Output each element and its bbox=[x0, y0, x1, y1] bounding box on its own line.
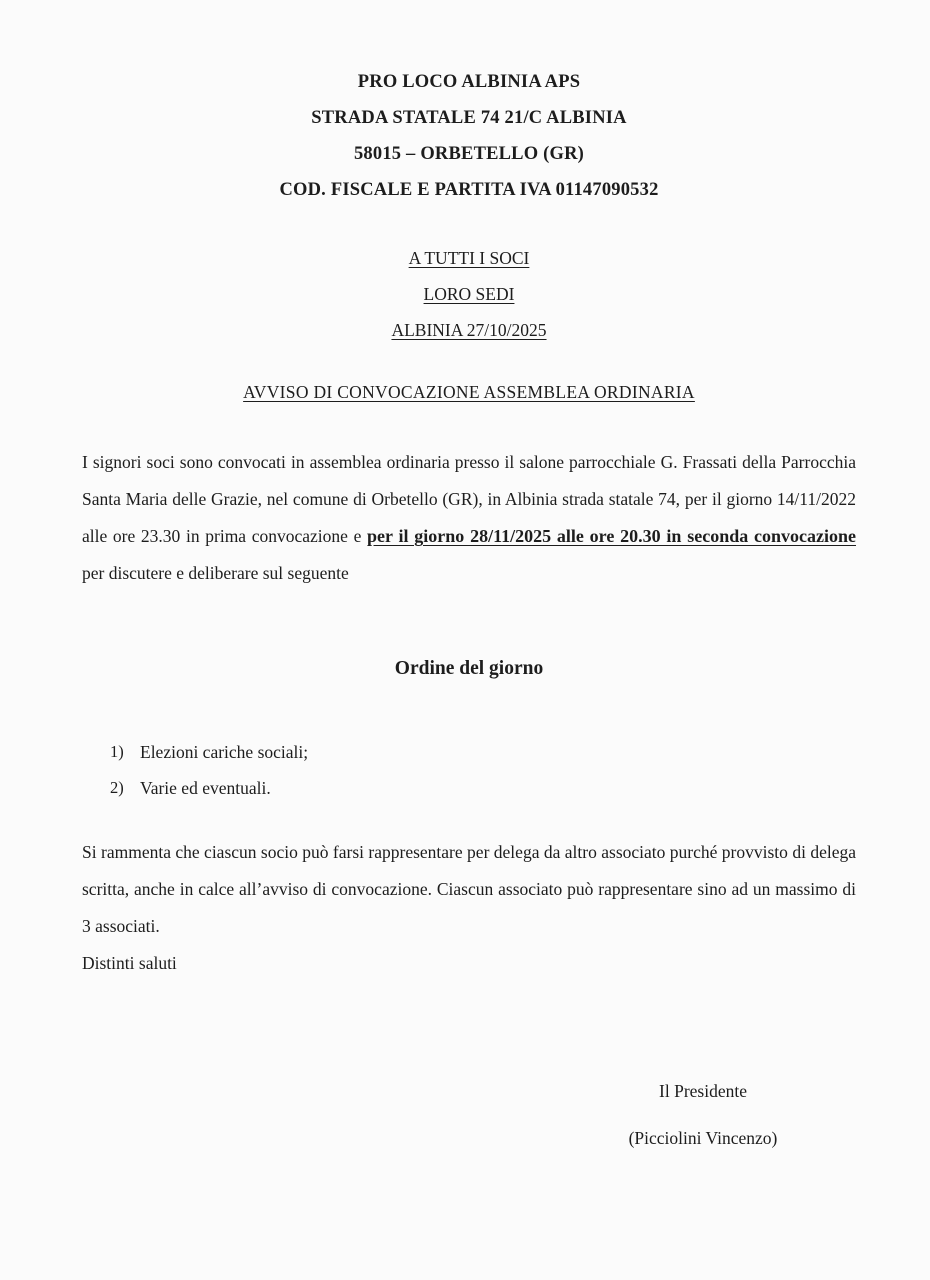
second-call-emphasis: per il giorno 28/11/2025 alle ore 20.30 in seconda convocazione bbox=[367, 526, 856, 546]
signature-role: Il Presidente bbox=[659, 1081, 747, 1101]
signature-name: (Picciolini Vincenzo) bbox=[628, 1128, 778, 1148]
agenda-list bbox=[110, 734, 856, 806]
intro-text-after: per discutere e deliberare sul seguente bbox=[82, 563, 349, 583]
agenda-item-text: Varie ed eventuali. bbox=[140, 778, 271, 798]
signature-block bbox=[563, 1074, 843, 1155]
agenda-item-number: 2) bbox=[110, 778, 124, 797]
recipient-line-place-date: ALBINIA 27/10/2025 bbox=[391, 320, 547, 340]
agenda-item-number: 1) bbox=[110, 742, 124, 761]
intro-text-before: I signori soci sono convocati in assemblea ordinaria presso il salone parrocchiale G. Frassati della Parrocchia Santa Maria delle Grazie, nel comune di Orbetello (GR), in Albinia strada statale 74, per il giorno 14/11/2022 alle ore 23.30 in prima convocazione e bbox=[82, 452, 856, 546]
recipient-line-their-offices: LORO SEDI bbox=[423, 284, 515, 304]
letterhead-org-name: PRO LOCO ALBINIA APS bbox=[357, 72, 581, 92]
agenda-item bbox=[110, 770, 856, 806]
recipient-block bbox=[82, 240, 856, 348]
intro-paragraph bbox=[82, 444, 856, 592]
letterhead bbox=[82, 64, 856, 208]
notice-title: AVVISO DI CONVOCAZIONE ASSEMBLEA ORDINARIA bbox=[243, 382, 695, 402]
closing-paragraph: Si rammenta che ciascun socio può farsi rappresentare per delega da altro associato purché provvisto di delega scritta, anche in calce all’avviso di convocazione. Ciascun associato può rappresentare sino ad un massimo di 3 associati. bbox=[82, 842, 856, 936]
letterhead-address: STRADA STATALE 74 21/C ALBINIA bbox=[311, 108, 627, 128]
letterhead-city: 58015 – ORBETELLO (GR) bbox=[353, 144, 585, 164]
salutation: Distinti saluti bbox=[82, 953, 177, 973]
recipient-line-to-members: A TUTTI I SOCI bbox=[408, 248, 530, 268]
agenda-heading: Ordine del giorno bbox=[394, 658, 544, 679]
agenda-item-text: Elezioni cariche sociali; bbox=[140, 742, 309, 762]
agenda-item bbox=[110, 734, 856, 770]
letterhead-tax-code: COD. FISCALE E PARTITA IVA 01147090532 bbox=[279, 180, 659, 200]
